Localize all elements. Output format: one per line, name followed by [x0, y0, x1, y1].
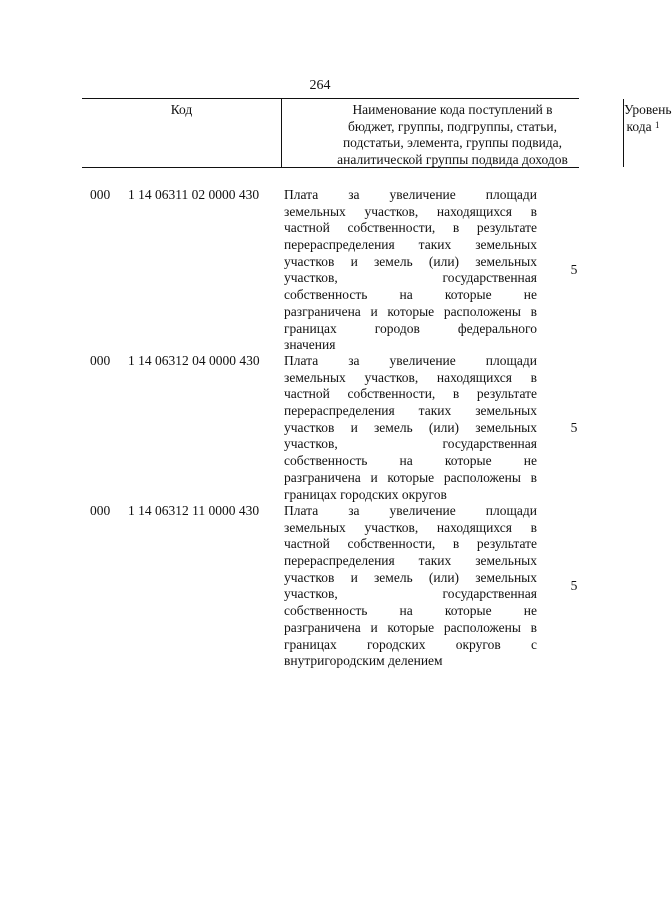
level-value: 5: [570, 420, 578, 435]
revenue-name-line: частной собственности, в результате: [284, 386, 537, 402]
revenue-name-line: перераспределения таких земельных: [284, 237, 537, 253]
revenue-name-line: границах городов федерального: [284, 320, 537, 336]
revenue-name-line: разграничена и которые расположены в: [284, 469, 537, 485]
header-name-line: подстатьи, элемента, группы подвида,: [342, 135, 563, 150]
revenue-name-line: перераспределения таких земельных: [284, 553, 537, 569]
table-header: [82, 98, 672, 168]
revenue-name-line: частной собственности, в результате: [284, 220, 537, 236]
revenue-name-line: Плата за увеличение площади: [284, 187, 537, 202]
header-name-line: Наименование кода поступлений в: [352, 102, 553, 117]
admin-code: 000: [90, 187, 111, 202]
revenue-name-line: частной собственности, в результате: [284, 536, 537, 552]
page-number: 264: [309, 78, 331, 93]
revenue-name-line: участков и земель (или) земельных: [284, 253, 537, 269]
footnote-marker: 1: [654, 119, 660, 130]
header-level-word: кода: [626, 118, 652, 134]
header-name-line: аналитической группы подвида доходов: [337, 151, 568, 167]
revenue-name-line: участков и земель (или) земельных: [284, 569, 537, 585]
revenue-name-line: Плата за увеличение площади: [284, 503, 537, 518]
revenue-name-line: участков, государственная: [284, 436, 537, 452]
level-value: 5: [570, 262, 578, 277]
revenue-name-line: участков, государственная: [284, 270, 537, 286]
revenue-name-line: Плата за увеличение площади: [284, 353, 537, 368]
revenue-code: 1 14 06312 04 0000 430: [128, 353, 260, 368]
revenue-name-line: разграничена и которые расположены в: [284, 303, 537, 319]
header-name: [282, 99, 624, 167]
revenue-name-line: внутригородским делением: [284, 653, 443, 669]
admin-code: 000: [90, 353, 111, 368]
revenue-name-line: значения: [284, 337, 336, 353]
revenue-name-line: земельных участков, находящихся в: [284, 519, 537, 535]
admin-code: 000: [90, 503, 111, 518]
header-level-line1: Уровень: [624, 102, 672, 117]
revenue-name: [284, 503, 537, 670]
revenue-name-line: границах городских округов: [284, 486, 447, 502]
header-name-line: бюджет, группы, подгруппы, статьи,: [348, 118, 557, 134]
revenue-name-line: собственность на которые не: [284, 287, 537, 303]
level-value: 5: [570, 578, 578, 593]
revenue-name-line: земельных участков, находящихся в: [284, 203, 537, 219]
revenue-name-line: участков и земель (или) земельных: [284, 419, 537, 435]
revenue-name-line: собственность на которые не: [284, 603, 537, 619]
revenue-code: 1 14 06312 11 0000 430: [128, 503, 260, 518]
header-code: Код: [82, 99, 282, 167]
revenue-name: [284, 187, 537, 354]
revenue-name-line: перераспределения таких земельных: [284, 403, 537, 419]
revenue-name-line: земельных участков, находящихся в: [284, 369, 537, 385]
revenue-code: 1 14 06311 02 0000 430: [128, 187, 260, 202]
revenue-name: [284, 353, 537, 503]
revenue-name-line: разграничена и которые расположены в: [284, 619, 537, 635]
header-level: [624, 99, 672, 167]
revenue-name-line: собственность на которые не: [284, 453, 537, 469]
revenue-name-line: границах городских округов с: [284, 636, 537, 652]
revenue-name-line: участков, государственная: [284, 586, 537, 602]
header-level-line2: [624, 119, 662, 136]
